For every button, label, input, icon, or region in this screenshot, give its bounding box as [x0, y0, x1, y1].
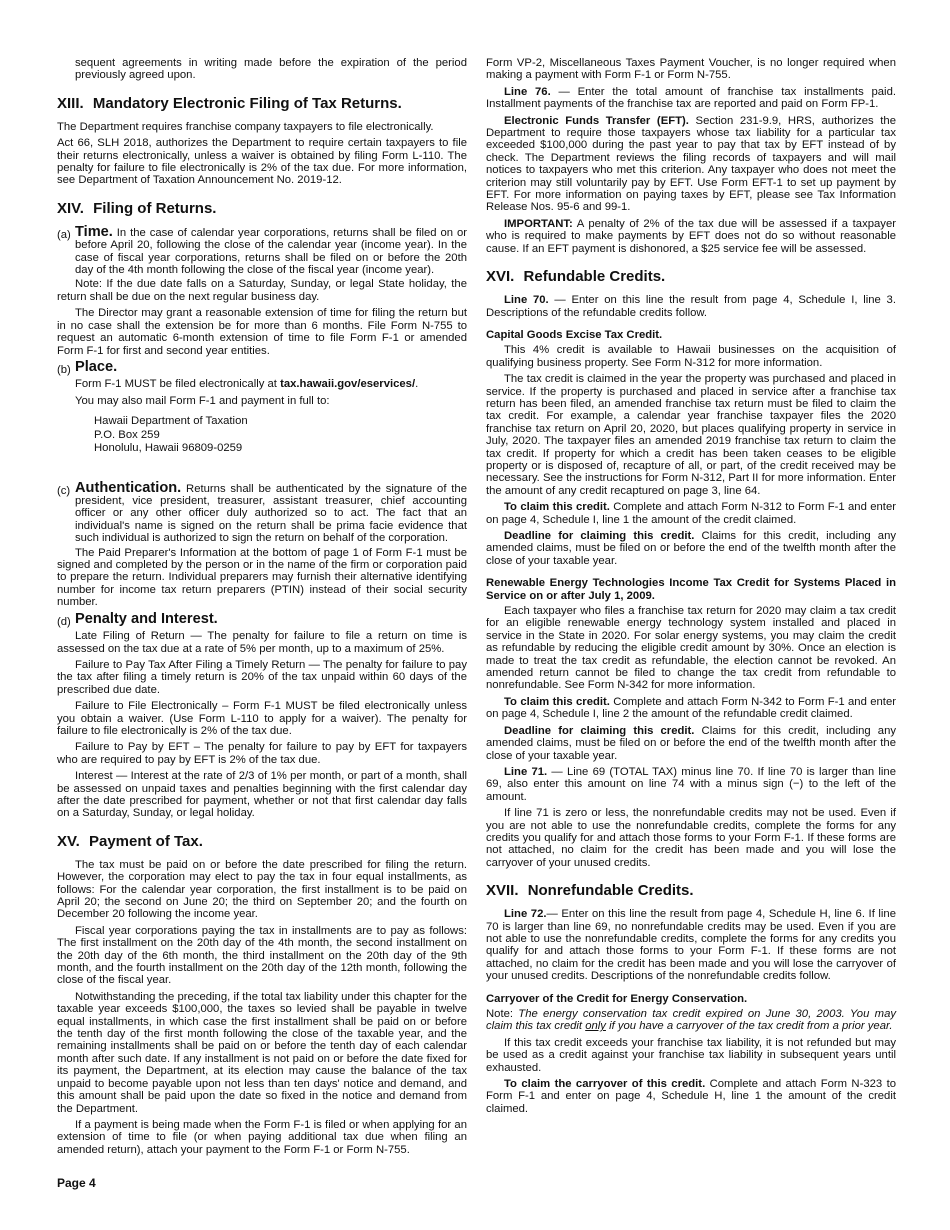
line-76-paragraph: Line 76. — Enter the total amount of franchise tax installments paid. Installment payments of the franchise tax are reported and paid on Form FP-1.	[486, 85, 896, 111]
section-15-heading: XV. Payment of Tax.	[57, 832, 203, 850]
renewable-energy-heading: Renewable Energy Technologies Income Tax Credit for Systems Placed in Service on or after July 1, 2009.	[486, 577, 896, 602]
section-13-heading: XIII. Mandatory Electronic Filing of Tax Returns.	[57, 94, 402, 112]
failure-to-file-electronically-paragraph: Failure to File Electronically – Form F-1 MUST be filed electronically unless you obtain a waiver. (Use Form L-110 to apply for a waiver). The penalty for failure to file electronically is 2% of the tax due.	[57, 700, 467, 737]
payment-p1: The tax must be paid on or before the date prescribed for filing the return. However, the corporation may elect to pay the tax in four equal installments, as follows: For the calendar year corporation, the first installment is to be paid on April 20; the second on June 20; the third on September 20; and the fourth on December 20 following the income year.	[57, 858, 467, 921]
line-70-paragraph: Line 70. — Enter on this line the result from page 4, Schedule I, line 3. Descriptions of the refundable credits follow.	[486, 294, 896, 319]
renewable-energy-deadline: Deadline for claiming this credit. Claims for this credit, including any amended claims, must be filed on or before the end of the twelfth month after the close of your taxable year.	[486, 724, 896, 762]
right-column	[486, 57, 896, 1119]
due-date-note: Note: If the due date falls on a Saturday, Sunday, or legal State holiday, the return shall be due on the next regular business day.	[57, 278, 467, 303]
energy-conservation-note: Note: The energy conservation tax credit expired on June 30, 2003. You may claim this tax credit only if you have a carryover of the tax credit from a prior year.	[486, 1008, 896, 1033]
energy-conservation-claim: To claim the carryover of this credit. Complete and attach Form N-323 to Form F-1 and enter on page 4, Schedule H, line 1 the amount of the credit claimed.	[486, 1078, 896, 1115]
subsection-time: (a) Time. In the case of calendar year corporations, returns shall be filed on or before April 20, following the close of the calendar year (income year). In the case of fiscal year corporations, returns shall be filed on or before the 20th day of the 4th month following the close of the fiscal year (income year).	[57, 223, 467, 277]
capital-goods-heading: Capital Goods Excise Tax Credit.	[486, 328, 663, 341]
line-71-paragraph: Line 71. — Line 69 (TOTAL TAX) minus line 70. If line 70 is larger than line 69, also enter this amount on line 74 with a minus sign (−) to the left of the amount.	[486, 765, 896, 803]
eservices-link[interactable]: tax.hawaii.gov/eservices/	[280, 378, 416, 391]
subsection-place: (b) Place.	[57, 358, 118, 376]
extension-paragraph: The Director may grant a reasonable extension of time for filing the return but in no case shall the extension be for more than 6 months. File Form N-755 to request an automatic 6-month extension of time to file Form F-1 or amended Form F-1 for first and second year entities.	[57, 307, 467, 357]
renewable-energy-p1: Each taxpayer who files a franchise tax return for 2020 may claim a tax credit for an eligible renewable energy technology system installed and placed in service in the State in 2020. For solar energy systems, you may claim the credit as refundable by reducing the eligible credit amount by 30%. Once an election is made to treat the tax credit as refundable, the election cannot be revoked. An amended return cannot be filed to change the tax credit from refundable to nonrefundable. See Form N-342 for more information.	[486, 605, 896, 692]
payment-p3: Notwithstanding the preceding, if the total tax liability under this chapter for the taxable year exceeds $100,000, the taxes so levied shall be payable in twelve equal installments, in which case the first installment shall be paid on or before the tenth day of the first month following the close of the taxable year, and the remaining installments shall be paid on or before the tenth day of each calendar month after such date. If any installment is not paid on or before the date fixed for its payment, the Department, at its election may cause the balance of the tax unpaid to become payable upon not less than ten days' notice and demand, and this amount shall be paid upon the date so fixed in the notice and demand from the Department.	[57, 990, 467, 1115]
subsection-authentication: (c) Authentication. Returns shall be authenticated by the signature of the president, vice president, treasurer, assistant treasurer, chief accounting officer or any other officer duly authorized so to act. The fact that an individual's name is signed on the return shall be prima facie evidence that such individual is authorized to sign the return on behalf of the corporation.	[57, 479, 467, 545]
section-16-heading: XVI. Refundable Credits.	[486, 268, 666, 286]
energy-conservation-heading: Carryover of the Credit for Energy Conservation.	[486, 992, 748, 1005]
failure-to-pay-paragraph: Failure to Pay Tax After Filing a Timely Return — The penalty for failure to pay the tax after filing a timely return is 20% of the tax unpaid within 60 days of the prescribed due date.	[57, 658, 467, 696]
renewable-energy-claim: To claim this credit. Complete and attach Form N-342 to Form F-1 and enter on page 4, Schedule I, line 2 the amount of the refundable credit claimed.	[486, 695, 896, 721]
subsection-penalty: (d) Penalty and Interest.	[57, 610, 218, 628]
capital-goods-claim: To claim this credit. Complete and attach Form N-312 to Form F-1 and enter on page 4, Schedule I, line 1 the amount of the credit claimed.	[486, 501, 896, 526]
section-13-p2: Act 66, SLH 2018, authorizes the Department to require certain taxpayers to file their returns electronically, unless a waiver is obtained by filing Form L-110. The penalty for failure to file electronically is 2% of the tax due. For more information, see Department of Taxation Announcement No. 2019-12.	[57, 137, 467, 187]
payment-p2: Fiscal year corporations paying the tax in installments are to pay as follows: The first installment on the 20th day of the 4th month, the second installment on the 20th day of the 6th month, the third installment on the 20th day of the 9th month, and the fourth installment on the 20th day of the 12th month, following the close of the fiscal year.	[57, 924, 467, 987]
mailing-address: Hawaii Department of Taxation P.O. Box 259 Honolulu, Hawaii 96809-0259	[94, 415, 248, 455]
left-column	[57, 57, 467, 1160]
important-paragraph: IMPORTANT: A penalty of 2% of the tax due will be assessed if a taxpayer who is required to make payments by EFT does not do so without reasonable cause. If an EFT payment is dishonored, a $25 service fee will be assessed.	[486, 217, 896, 255]
capital-goods-p2: The tax credit is claimed in the year the property was purchased and placed in service. If the property is purchased and placed in service after a franchise tax return has been filed, an amended franchise tax return must be filed to claim the tax credit. For example, a calendar year franchise taxpayer files the 2020 franchise tax return on April 20, 2020, but places qualifying property in service in July, 2020. The taxpayer files an amended 2019 franchise tax return to claim the tax credit. If property for which a credit has been taken ceases to be eligible property or is disposed of, recapture of all, or part, of the credit received may be necessary. See the instructions for Form N-312, Part II for more information. Enter the amount of any credit recaptured on page 3, line 64.	[486, 373, 896, 497]
energy-conservation-p1: If this tax credit exceeds your franchise tax liability, it is not refunded but may be used as a credit against your franchise tax liability in subsequent years until exhausted.	[486, 1036, 896, 1074]
page-number: Page 4	[57, 1176, 96, 1190]
intro-paragraph: sequent agreements in writing made before the expiration of the period previously agreed upon.	[75, 57, 467, 82]
line-71-p2: If line 71 is zero or less, the nonrefundable credits may not be used. Even if you are not able to use the nonrefundable credits, complete the forms for any credits you qualify for and attach those forms to your Form F-1. If these forms are not attached, no claim for the credit has been made and you will lose the carryover of your unused credits.	[486, 807, 896, 869]
mail-paragraph: You may also mail Form F-1 and payment in full to:	[75, 394, 330, 407]
section-13-p1: The Department requires franchise company taxpayers to file electronically.	[57, 120, 434, 133]
voucher-paragraph: Form VP-2, Miscellaneous Taxes Payment Voucher, is no longer required when making a payment with Form F-1 or Form N-755.	[486, 57, 896, 82]
capital-goods-deadline: Deadline for claiming this credit. Claims for this credit, including any amended claims, must be filed on or before the end of the twelfth month after the close of your taxable year.	[486, 530, 896, 567]
capital-goods-p1: This 4% credit is available to Hawaii businesses on the acquisition of qualifying business property. See Form N-312 for more information.	[486, 344, 896, 369]
interest-paragraph: Interest — Interest at the rate of 2/3 of 1% per month, or part of a month, shall be assessed on unpaid taxes and penalties beginning with the first calendar day after the date prescribed for payment, whether or not that first calendar day falls on a Saturday, Sunday, or legal holiday.	[57, 770, 467, 820]
section-17-heading: XVII. Nonrefundable Credits.	[486, 882, 694, 900]
late-filing-paragraph: Late Filing of Return — The penalty for failure to file a return on time is assessed on the tax due at a rate of 5% per month, up to a maximum of 25%.	[57, 630, 467, 655]
section-14-heading: XIV. Filing of Returns.	[57, 199, 217, 217]
eft-paragraph: Electronic Funds Transfer (EFT). Section 231-9.9, HRS, authorizes the Department to require those taxpayers whose tax liability for a particular tax exceeded $100,000 during the past year to pay that tax by EFT instead of by check. The Department reviews the filing records of taxpayers and will mail notices to taxpayers who met this criterion. Any taxpayer who does not meet the criterion may still voluntarily pay by EFT. Use Form EFT-1 to set up payment by EFT. For more information on paying taxes by EFT, please see Tax Information Release Nos. 95-6 and 99-1.	[486, 114, 896, 214]
failure-to-pay-eft-paragraph: Failure to Pay by EFT – The penalty for failure to pay by EFT for taxpayers who are required to pay by EFT is 2% of the tax due.	[57, 741, 467, 766]
preparer-paragraph: The Paid Preparer's Information at the bottom of page 1 of Form F-1 must be signed and completed by the person or in the name of the firm or corporation paid to prepare the return. Individual preparers may furnish their alternative identifying number for income tax return preparers (PTIN) instead of their social security number.	[57, 546, 467, 609]
place-paragraph: Form F-1 MUST be filed electronically at tax.hawaii.gov/eservices/.	[75, 378, 419, 391]
payment-p4: If a payment is being made when the Form F-1 is filed or when applying for an extension of time to file (or when paying additional tax due when filing an amended return), attach your payment to the Form F-1 or Form N-755.	[57, 1118, 467, 1156]
line-72-paragraph: Line 72.— Enter on this line the result from page 4, Schedule H, line 6. If line 70 is larger than line 69, no nonrefundable credits may be used. Even if you are not able to use the nonrefundable credits, complete the forms for any credits you qualify for and attach those forms to your Form F-1. If these forms are not attached, no claim for the credit has been made and you will lose the carryover of your unused credits. Descriptions of the nonrefundable credits follow.	[486, 908, 896, 983]
